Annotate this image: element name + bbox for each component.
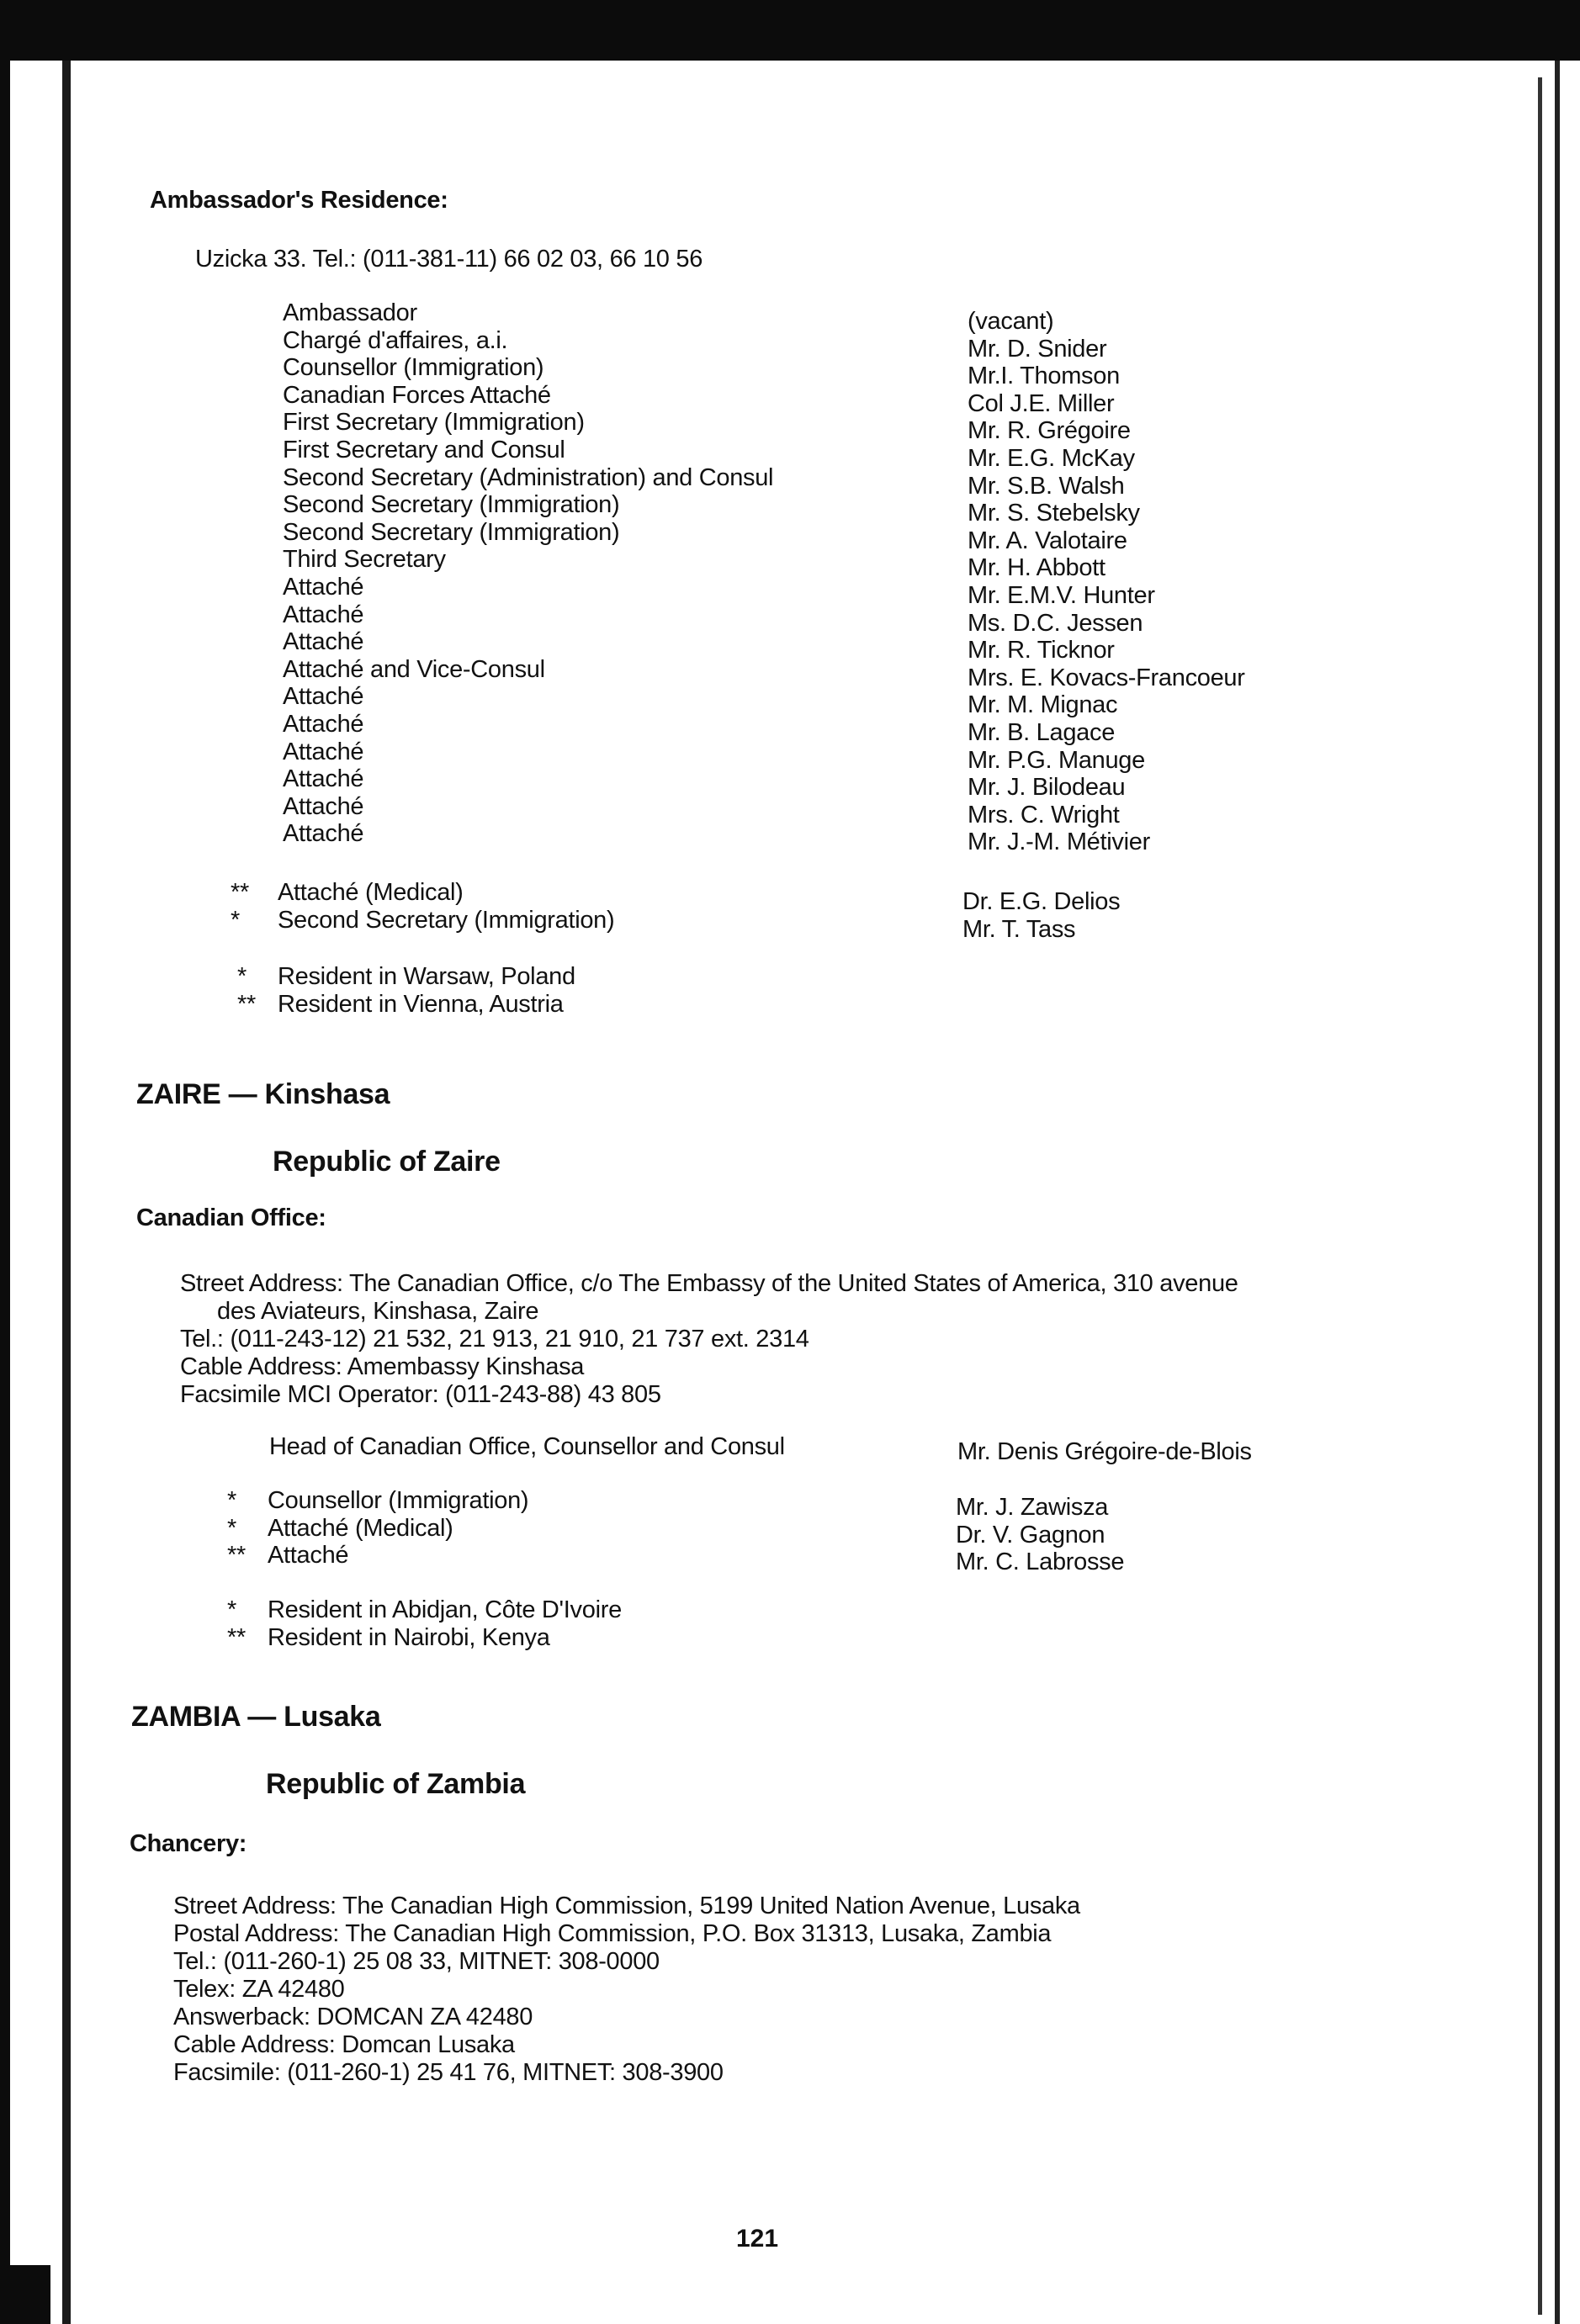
zambia-chancery-label: Chancery: <box>130 1830 247 1857</box>
staff-title: Second Secretary (Immigration) <box>283 518 620 546</box>
staff-title: Attaché (Medical) <box>278 879 464 906</box>
footnote-mark: * <box>237 963 247 990</box>
staff-title: Ambassador <box>283 299 417 326</box>
footnote-mark: ** <box>227 1623 246 1651</box>
staff-title: Attaché <box>283 738 364 765</box>
zaire-address-block <box>180 1270 1238 1409</box>
zambia-address-line: Facsimile: (011-260-1) 25 41 76, MITNET: 308-3900 <box>173 2059 724 2086</box>
zambia-address-line: Postal Address: The Canadian High Commission, P.O. Box 31313, Lusaka, Zambia <box>173 1920 1052 1947</box>
zambia-address-line: Street Address: The Canadian High Commission, 5199 United Nation Avenue, Lusaka <box>173 1893 1080 1919</box>
zambia-address-line: Telex: ZA 42480 <box>173 1976 345 2003</box>
footnote-mark: ** <box>227 1542 246 1570</box>
zaire-head-name: Mr. Denis Grégoire-de-Blois <box>957 1438 1252 1465</box>
staff-title: Attaché <box>283 683 364 711</box>
zambia-address-line: Cable Address: Domcan Lusaka <box>173 2031 515 2058</box>
staff-name: Mr. S. Stebelsky <box>968 500 1140 527</box>
zambia-address-block <box>173 1893 1080 2087</box>
scan-border-left <box>0 61 50 2324</box>
zambia-address-line: Answerback: DOMCAN ZA 42480 <box>173 2004 533 2030</box>
staff-title: Attaché <box>283 710 364 738</box>
zaire-head-title: Head of Canadian Office, Counsellor and Consul <box>269 1433 785 1460</box>
zaire-staff-titles <box>268 1487 528 1570</box>
zaire-subheading: Republic of Zaire <box>273 1146 501 1178</box>
footnote-mark: * <box>227 1487 236 1514</box>
staff-name: Mr. B. Lagace <box>968 718 1116 746</box>
zaire-staff-names <box>956 1494 1124 1576</box>
footnote-mark: * <box>227 1596 236 1623</box>
notes-text <box>278 963 575 1018</box>
staff-name: Mr. J.-M. Métivier <box>968 828 1150 856</box>
zambia-address-line: Tel.: (011-260-1) 25 08 33, MITNET: 308-0000 <box>173 1948 660 1975</box>
staff-title: Second Secretary (Administration) and Consul <box>283 463 774 491</box>
nonresident-titles <box>278 879 614 934</box>
staff-name: Mr. A. Valotaire <box>968 527 1127 554</box>
staff-name: Mr. E.M.V. Hunter <box>968 581 1155 609</box>
staff-title: First Secretary and Consul <box>283 436 565 463</box>
staff-name: Mr. P.G. Manuge <box>968 746 1145 774</box>
staff-title: Attaché <box>283 601 364 628</box>
footnote-mark: * <box>227 1514 236 1542</box>
staff-name: Mr. E.G. McKay <box>968 444 1135 472</box>
residence-address: Uzicka 33. Tel.: (011-381-11) 66 02 03, 66 10 56 <box>195 246 703 273</box>
staff-title: Second Secretary (Immigration) <box>283 491 620 519</box>
staff-name: Mr.I. Thomson <box>968 363 1120 390</box>
zaire-heading: ZAIRE — Kinshasa <box>136 1078 390 1110</box>
staff-name: Ms. D.C. Jessen <box>968 609 1143 637</box>
footnote-text: Resident in Vienna, Austria <box>278 990 564 1018</box>
staff-names <box>968 308 1245 856</box>
staff-name: Mr. R. Grégoire <box>968 417 1131 445</box>
staff-title: Counsellor (Immigration) <box>283 354 544 382</box>
zaire-address-line: des Aviateurs, Kinshasa, Zaire <box>217 1298 539 1325</box>
nonresident-names <box>962 888 1120 943</box>
footnote-text: Resident in Abidjan, Côte D'Ivoire <box>268 1596 622 1623</box>
page-number: 121 <box>736 2225 779 2253</box>
residence-heading: Ambassador's Residence: <box>150 187 448 214</box>
staff-titles <box>283 299 773 848</box>
zambia-subheading: Republic of Zambia <box>266 1768 526 1800</box>
staff-title: Attaché <box>268 1542 349 1570</box>
zaire-staff-marks <box>227 1487 246 1570</box>
scan-border-right <box>1530 61 1580 2324</box>
footnote-text: Resident in Warsaw, Poland <box>278 963 575 990</box>
staff-title: Attaché <box>283 820 364 848</box>
zaire-address-line: Street Address: The Canadian Office, c/o The Embassy of the United States of America, 310 avenue <box>180 1270 1238 1297</box>
staff-name: Mr. H. Abbott <box>968 554 1105 582</box>
staff-name: Mr. M. Mignac <box>968 691 1118 719</box>
staff-title: Chargé d'affaires, a.i. <box>283 326 508 354</box>
zaire-address-line: Tel.: (011-243-12) 21 532, 21 913, 21 910, 21 737 ext. 2314 <box>180 1326 809 1353</box>
staff-name: Dr. E.G. Delios <box>962 888 1121 915</box>
zaire-office-label: Canadian Office: <box>136 1204 326 1231</box>
zaire-address-line: Cable Address: Amembassy Kinshasa <box>180 1353 585 1380</box>
staff-name: Mr. T. Tass <box>962 915 1076 943</box>
zaire-notes-marks <box>227 1596 246 1651</box>
zambia-heading: ZAMBIA — Lusaka <box>131 1701 381 1733</box>
staff-title: Attaché <box>283 765 364 793</box>
staff-name: Mr. D. Snider <box>968 335 1107 363</box>
staff-title: Second Secretary (Immigration) <box>278 906 615 934</box>
staff-title: Attaché (Medical) <box>268 1514 453 1542</box>
zaire-address-line: Facsimile MCI Operator: (011-243-88) 43 805 <box>180 1381 661 1408</box>
notes-marks <box>237 963 256 1018</box>
staff-name: Mr. J. Zawisza <box>956 1494 1109 1521</box>
footnote-mark: ** <box>231 879 249 906</box>
footnote-mark: ** <box>237 990 256 1018</box>
staff-name: Mrs. C. Wright <box>968 801 1120 828</box>
nonresident-marks <box>231 879 249 934</box>
staff-name: Mr. J. Bilodeau <box>968 774 1126 802</box>
staff-title: Canadian Forces Attaché <box>283 381 551 409</box>
staff-title: Counsellor (Immigration) <box>268 1487 529 1514</box>
staff-title: Third Secretary <box>283 546 446 574</box>
scan-border-top <box>0 0 1580 61</box>
staff-name: Mrs. E. Kovacs-Francoeur <box>968 664 1245 691</box>
staff-name: Mr. S.B. Walsh <box>968 472 1125 500</box>
staff-name: (vacant) <box>968 308 1054 335</box>
zaire-notes-text <box>268 1596 622 1651</box>
staff-title: First Secretary (Immigration) <box>283 409 585 437</box>
staff-title: Attaché and Vice-Consul <box>283 655 545 683</box>
staff-name: Mr. R. Ticknor <box>968 637 1115 664</box>
staff-title: Attaché <box>283 573 364 601</box>
staff-name: Dr. V. Gagnon <box>956 1521 1105 1548</box>
staff-name: Mr. C. Labrosse <box>956 1548 1125 1576</box>
footnote-mark: * <box>231 906 240 934</box>
scan-corner <box>0 2265 50 2324</box>
staff-title: Attaché <box>283 792 364 820</box>
staff-title: Attaché <box>283 628 364 656</box>
footnote-text: Resident in Nairobi, Kenya <box>268 1623 550 1651</box>
staff-name: Col J.E. Miller <box>968 389 1115 417</box>
